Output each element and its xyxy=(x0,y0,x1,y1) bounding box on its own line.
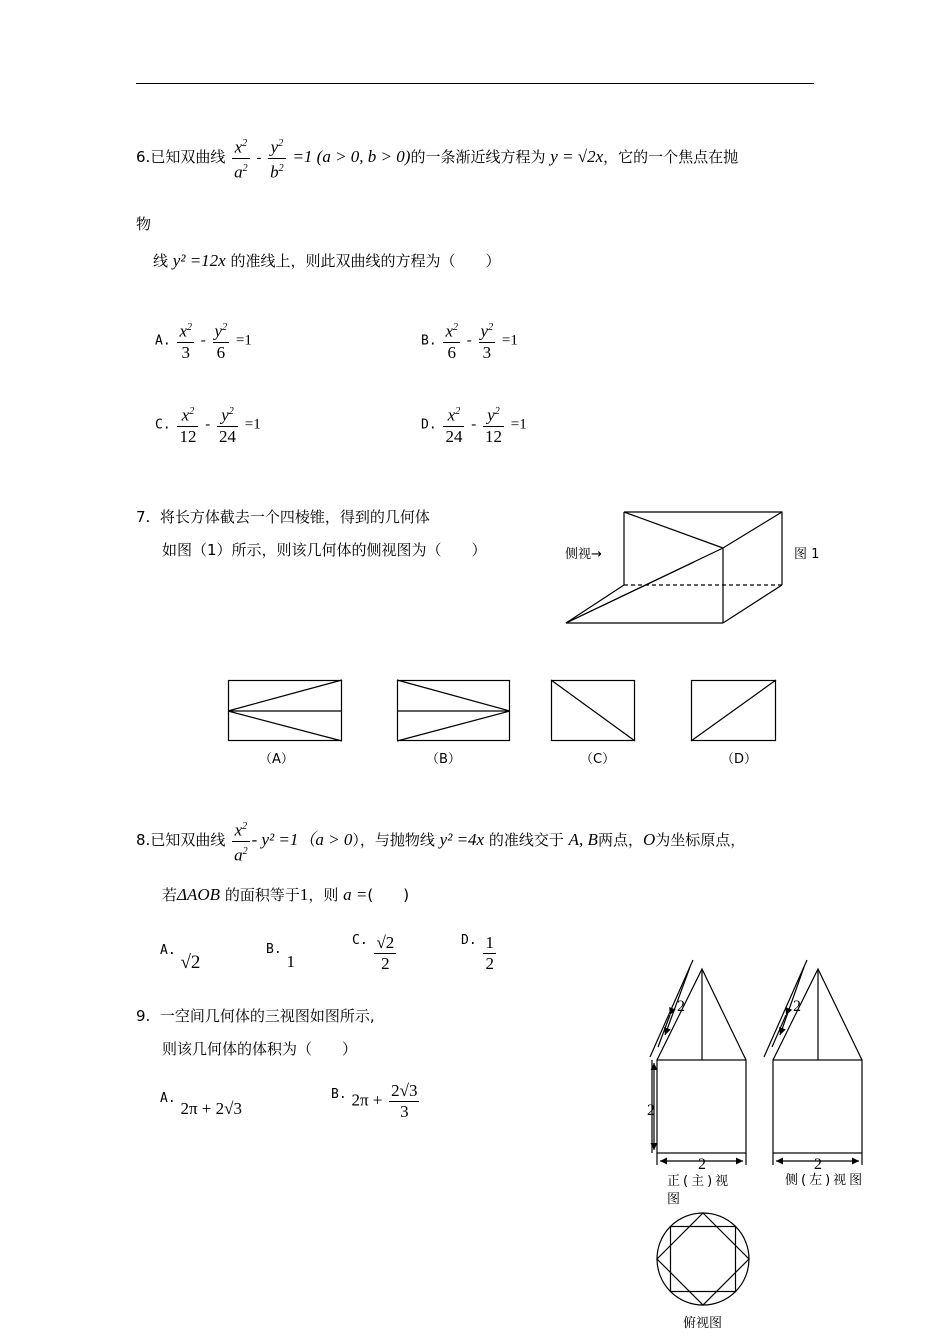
q9-top-view-label: 俯视图 xyxy=(683,1316,723,1331)
option-label: A. xyxy=(160,1091,176,1106)
q9-option-b[interactable] xyxy=(331,1081,421,1122)
q8-one: 1 xyxy=(299,885,309,904)
option-label: B. xyxy=(331,1086,347,1102)
q9-option-a[interactable] xyxy=(160,1087,242,1118)
q6-text4: 物 xyxy=(136,215,152,233)
q8-option-a[interactable] xyxy=(160,938,201,973)
q8-points: A, B xyxy=(568,830,598,850)
q6-line3 xyxy=(153,250,501,271)
q9-dim-width-side: 2 xyxy=(814,1156,822,1173)
q7-line1 xyxy=(136,506,430,527)
q8-line2c: ，则 xyxy=(308,886,339,904)
option-label: C. xyxy=(352,932,368,948)
q6-frac-y: $\frac{y^2}{b^2}$ xyxy=(270,137,284,182)
q9-three-views xyxy=(640,955,870,1335)
q6-frac-x: $\frac{x^2}{a^2}$ xyxy=(234,137,248,182)
q6-option-d[interactable]: D. $\frac{x^2}{24}$ - $\frac{y^2}{12}$ =1 xyxy=(421,405,527,446)
q6-number: 6. xyxy=(136,148,151,167)
q9-dim-slant-side: 2 xyxy=(793,998,801,1015)
q6-d-denom-y: 12 xyxy=(485,426,502,446)
q7-text1: 将长方体截去一个四棱锥，得到的几何体 xyxy=(159,508,430,526)
option-label: B. xyxy=(266,942,282,957)
q8-triangle: ΔAOB xyxy=(177,885,221,904)
q8-line2a: 若 xyxy=(162,886,178,904)
q8-option-c[interactable] xyxy=(352,933,398,974)
q8-d-num: 1 xyxy=(485,933,494,952)
q8-number: 8. xyxy=(136,831,151,850)
q6-c-denom-y: 24 xyxy=(219,426,236,446)
q8-condition: a > 0 xyxy=(315,830,353,850)
q6-condition: =1 (a > 0, b > 0) xyxy=(292,147,411,167)
q9-b-den: 3 xyxy=(389,1101,419,1122)
q9-b-prefix: 2π + xyxy=(351,1090,383,1110)
q9-b-num: 2√3 xyxy=(391,1081,418,1100)
q8-text2: - y² =1（ xyxy=(251,830,316,850)
q6-option-b[interactable]: B. $\frac{x^2}{6}$ - $\frac{y^2}{3}$ =1 xyxy=(421,321,518,362)
q7-choice-d-figure[interactable] xyxy=(691,680,776,742)
q8-origin: O xyxy=(642,830,656,850)
header-rule xyxy=(136,83,814,84)
q6-c-denom-x: 12 xyxy=(179,426,197,446)
q7-number: 7. xyxy=(136,508,151,526)
q6-a-denom-y: 6 xyxy=(213,342,230,363)
q8-frac: $\frac{x^2}{a^2}$ xyxy=(234,820,248,865)
q8-c-den: 2 xyxy=(374,953,396,974)
q6-b-denom-y: 3 xyxy=(479,342,496,363)
q8-b-value: 1 xyxy=(286,952,295,971)
q8-text5: 两点， xyxy=(597,831,643,850)
q8-option-d[interactable] xyxy=(461,933,498,974)
q9-a-value: 2π + 2√3 xyxy=(180,1099,242,1118)
q6-asymptote: y = √2x xyxy=(550,147,604,167)
q8-a-value: √2 xyxy=(180,952,201,973)
q6-text3: ，它的一个焦点在抛 xyxy=(603,148,739,167)
q7-choice-c-figure[interactable] xyxy=(551,680,635,742)
q7-choice-c-label: （C） xyxy=(580,752,616,767)
q9-line1 xyxy=(136,1005,375,1026)
q6-option-c[interactable]: C. $\frac{x^2}{12}$ - $\frac{y^2}{24}$ =1 xyxy=(155,405,261,446)
q8-ask: a = xyxy=(343,885,368,904)
q7-figure1 xyxy=(560,505,830,635)
q8-line1 xyxy=(136,817,745,865)
q9-line2: 则该几何体的体积为（ ） xyxy=(162,1040,358,1058)
q7-choice-b-label: （B） xyxy=(426,752,461,767)
q6-parabola: y² =12x xyxy=(172,251,226,270)
q7-choice-a-label: （A） xyxy=(259,752,294,767)
q8-parabola: y² =4x xyxy=(439,830,485,850)
q9-dim-slant-front: 2 xyxy=(677,998,685,1015)
option-label: D. xyxy=(421,417,437,433)
q6-text2: 的一条渐近线方程为 xyxy=(410,148,546,167)
q8-text1: 已知双曲线 xyxy=(150,831,226,850)
q9-number: 9. xyxy=(136,1007,151,1025)
q8-text3: ），与抛物线 xyxy=(352,831,435,850)
q8-text4: 的准线交于 xyxy=(488,831,564,850)
q9-side-view-label: 侧(左)视图 xyxy=(785,1173,866,1188)
q8-line2d: ( ) xyxy=(367,886,410,904)
q6-text6: 的准线上，则此双曲线的方程为（ ） xyxy=(230,252,501,270)
q6-text1: 已知双曲线 xyxy=(150,148,226,167)
q7-choice-b-figure[interactable] xyxy=(397,680,510,742)
q7-line2: 如图（1）所示，则该几何体的侧视图为（ ） xyxy=(162,541,487,559)
q6-line1: 6.已知双曲线 $\frac{x^2}{a^2}$ - $\frac{y^2}{b^2}$ =1 (a > 0, b > 0)的一条渐近线方程为 y = √2x，它的一个焦点在抛 xyxy=(136,134,738,182)
q6-a-denom-x: 3 xyxy=(177,342,194,363)
q7-choice-a-figure[interactable] xyxy=(228,680,342,742)
q8-d-den: 2 xyxy=(485,954,494,973)
q6-b-denom-x: 6 xyxy=(443,342,460,363)
option-label: A. xyxy=(155,333,171,349)
q6-option-a[interactable]: A. $\frac{x^2}{3}$ - $\frac{y^2}{6}$ =1 xyxy=(155,321,252,362)
q8-line2b: 的面积等于 xyxy=(224,886,300,904)
option-label: D. xyxy=(461,932,477,948)
q9-front-view-label: 正(主)视图 xyxy=(667,1174,732,1207)
q8-c-num: √2 xyxy=(376,933,395,952)
q7-fig-label: 图 1 xyxy=(794,547,820,562)
q6-text5: 线 xyxy=(153,252,169,270)
q6-d-denom-x: 24 xyxy=(445,426,463,446)
q9-text1: 一空间几何体的三视图如图所示, xyxy=(159,1007,375,1025)
q8-option-b[interactable] xyxy=(266,938,295,971)
q9-dim-height: 2 xyxy=(647,1102,655,1119)
q8-text6: 为坐标原点， xyxy=(655,831,746,850)
option-label: A. xyxy=(160,943,176,958)
q8-line2 xyxy=(162,884,409,905)
option-label: B. xyxy=(421,333,437,349)
option-label: C. xyxy=(155,417,171,433)
q9-dim-width-front: 2 xyxy=(698,1156,706,1173)
q7-choice-d-label: （D） xyxy=(721,752,758,767)
q7-side-label: 侧视→ xyxy=(565,547,602,562)
